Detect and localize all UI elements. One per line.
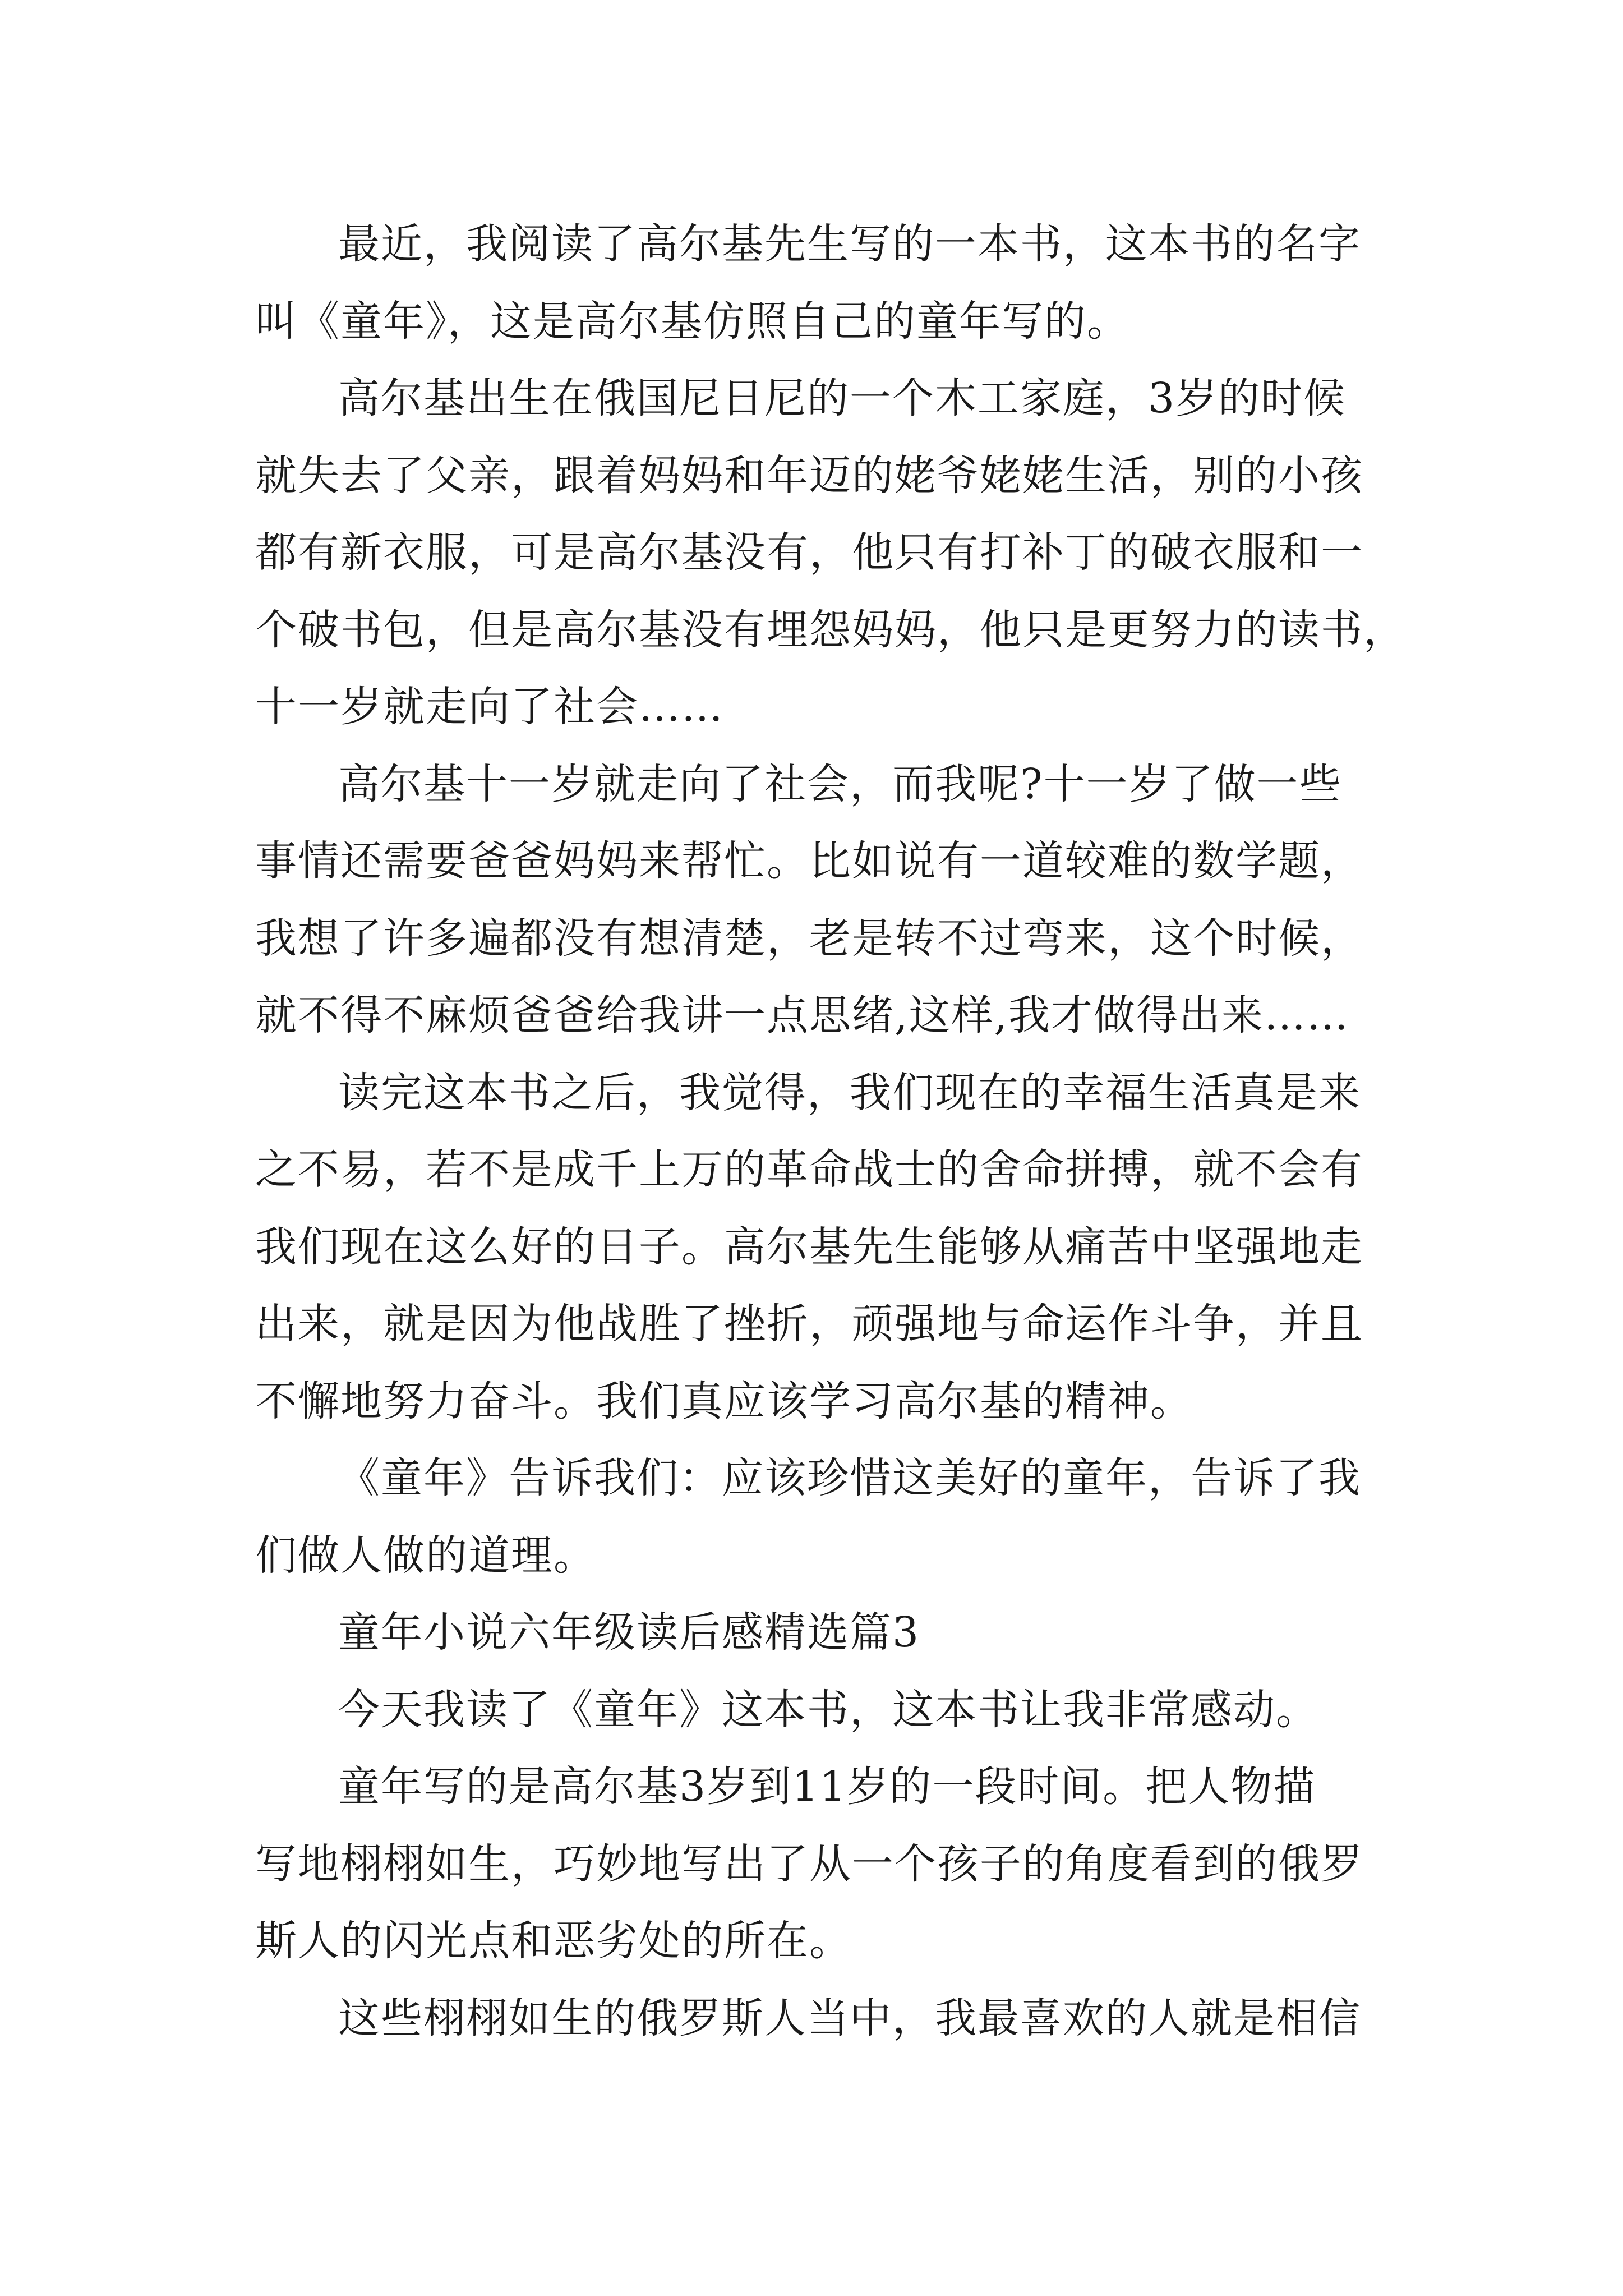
section-heading: 童年小说六年级读后感精选篇3 xyxy=(338,1608,920,1657)
text-line: 写地栩栩如生，巧妙地写出了从一个孩子的角度看到的俄罗 xyxy=(255,1840,1363,1888)
text-line: 我们现在这么好的日子。高尔基先生能够从痛苦中坚强地走 xyxy=(255,1223,1363,1271)
text-line: 个破书包，但是高尔基没有埋怨妈妈，他只是更努力的读书， xyxy=(255,606,1406,654)
text-line: 十一岁就走向了社会…… xyxy=(255,683,724,731)
text-line: 最近，我阅读了高尔基先生写的一本书，这本书的名字 xyxy=(338,220,1361,268)
text-line: 高尔基十一岁就走向了社会，而我呢?十一岁了做一些 xyxy=(338,760,1342,808)
text-line: 今天我读了《童年》这本书，这本书让我非常感动。 xyxy=(338,1686,1318,1734)
text-line: 不懈地努力奋斗。我们真应该学习高尔基的精神。 xyxy=(255,1377,1193,1425)
text-line: 就失去了父亲，跟着妈妈和年迈的姥爷姥姥生活，别的小孩 xyxy=(255,452,1363,500)
text-line: 我想了许多遍都没有想清楚，老是转不过弯来，这个时候， xyxy=(255,914,1363,963)
text-line: 斯人的闪光点和恶劣处的所在。 xyxy=(255,1917,852,1965)
text-line: 读完这本书之后，我觉得，我们现在的幸福生活真是来 xyxy=(338,1069,1361,1117)
text-line: 之不易，若不是成千上万的革命战士的舍命拼搏，就不会有 xyxy=(255,1145,1363,1194)
text-line: 事情还需要爸爸妈妈来帮忙。比如说有一道较难的数学题， xyxy=(255,837,1363,885)
text-line: 童年写的是高尔基3岁到11岁的一段时间。把人物描 xyxy=(338,1763,1316,1811)
text-line: 出来，就是因为他战胜了挫折，顽强地与命运作斗争，并且 xyxy=(255,1300,1363,1348)
text-line: 叫《童年》，这是高尔基仿照自己的童年写的。 xyxy=(255,297,1129,346)
text-line: 就不得不麻烦爸爸给我讲一点思绪,这样,我才做得出来…… xyxy=(255,991,1350,1039)
text-line: 高尔基出生在俄国尼日尼的一个木工家庭，3岁的时候 xyxy=(338,374,1347,422)
text-line: 都有新衣服，可是高尔基没有，他只有打补丁的破衣服和一 xyxy=(255,528,1363,577)
text-line: 们做人做的道理。 xyxy=(255,1531,596,1580)
text-line: 这些栩栩如生的俄罗斯人当中，我最喜欢的人就是相信 xyxy=(338,1994,1361,2042)
text-line: 《童年》告诉我们：应该珍惜这美好的童年，告诉了我 xyxy=(338,1454,1361,1502)
